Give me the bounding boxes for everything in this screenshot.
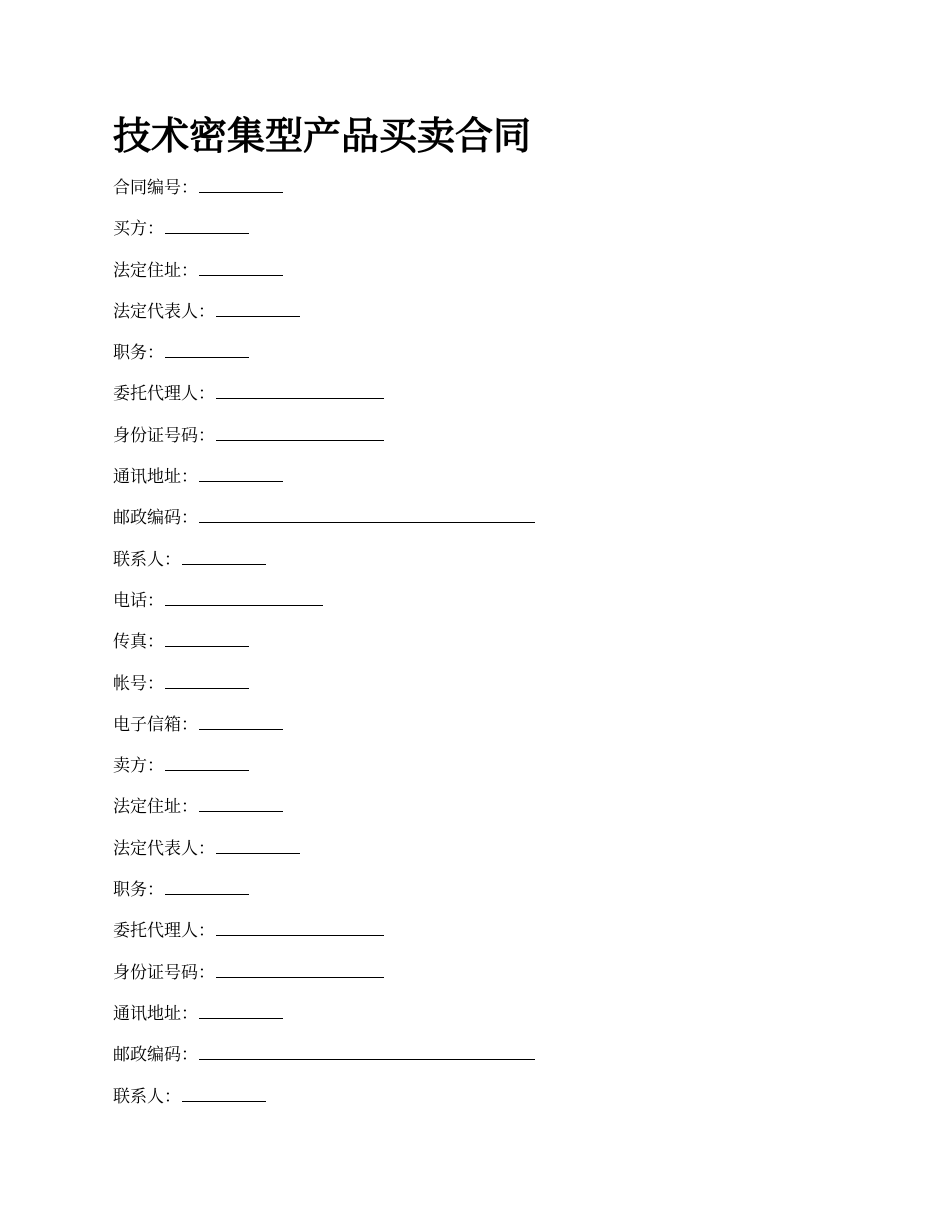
fill-in-blank (199, 506, 535, 523)
contract-fields (113, 176, 853, 1126)
field-row (113, 548, 853, 589)
fill-in-blank (199, 795, 283, 812)
field-label: 电话： (113, 590, 164, 611)
field-row (113, 424, 853, 465)
fill-in-blank (165, 630, 249, 647)
fill-in-blank (199, 1002, 283, 1019)
field-row (113, 300, 853, 341)
fill-in-blank (216, 961, 384, 978)
field-row (113, 754, 853, 795)
field-label: 买方： (113, 219, 164, 240)
field-row (113, 259, 853, 300)
field-label: 邮政编码： (113, 508, 198, 529)
fill-in-blank (199, 1043, 535, 1060)
fill-in-blank (165, 217, 249, 234)
field-row (113, 217, 853, 258)
field-row (113, 382, 853, 423)
fill-in-blank (199, 176, 283, 193)
field-label: 传真： (113, 632, 164, 653)
field-label: 联系人： (113, 549, 181, 570)
field-row (113, 919, 853, 960)
field-row (113, 176, 853, 217)
fill-in-blank (165, 672, 249, 689)
field-row (113, 961, 853, 1002)
field-label: 电子信箱： (113, 714, 198, 735)
document-page (113, 112, 853, 1126)
field-label: 身份证号码： (113, 425, 215, 446)
field-row (113, 878, 853, 919)
field-label: 职务： (113, 343, 164, 364)
fill-in-blank (165, 589, 323, 606)
field-label: 职务： (113, 880, 164, 901)
fill-in-blank (216, 424, 384, 441)
field-label: 卖方： (113, 756, 164, 777)
field-label: 法定住址： (113, 260, 198, 281)
field-row (113, 506, 853, 547)
field-row (113, 341, 853, 382)
field-label: 法定住址： (113, 797, 198, 818)
fill-in-blank (165, 754, 249, 771)
field-row (113, 1085, 853, 1126)
field-row (113, 630, 853, 671)
fill-in-blank (182, 548, 266, 565)
field-row (113, 795, 853, 836)
fill-in-blank (199, 713, 283, 730)
field-row (113, 713, 853, 754)
field-label: 联系人： (113, 1086, 181, 1107)
field-row (113, 672, 853, 713)
field-label: 帐号： (113, 673, 164, 694)
field-label: 法定代表人： (113, 838, 215, 859)
field-row (113, 589, 853, 630)
field-row (113, 465, 853, 506)
fill-in-blank (165, 341, 249, 358)
field-label: 身份证号码： (113, 962, 215, 983)
fill-in-blank (199, 259, 283, 276)
field-label: 委托代理人： (113, 384, 215, 405)
field-row (113, 837, 853, 878)
field-label: 邮政编码： (113, 1045, 198, 1066)
document-title: 技术密集型产品买卖合同 (113, 114, 532, 158)
fill-in-blank (216, 300, 300, 317)
fill-in-blank (165, 878, 249, 895)
field-label: 合同编号： (113, 178, 198, 198)
field-row (113, 1002, 853, 1043)
fill-in-blank (199, 465, 283, 482)
fill-in-blank (182, 1085, 266, 1102)
field-label: 通讯地址： (113, 1003, 198, 1024)
fill-in-blank (216, 382, 384, 399)
field-row (113, 1043, 853, 1084)
fill-in-blank (216, 919, 384, 936)
field-label: 委托代理人： (113, 921, 215, 942)
fill-in-blank (216, 837, 300, 854)
field-label: 通讯地址： (113, 467, 198, 488)
field-label: 法定代表人： (113, 301, 215, 322)
